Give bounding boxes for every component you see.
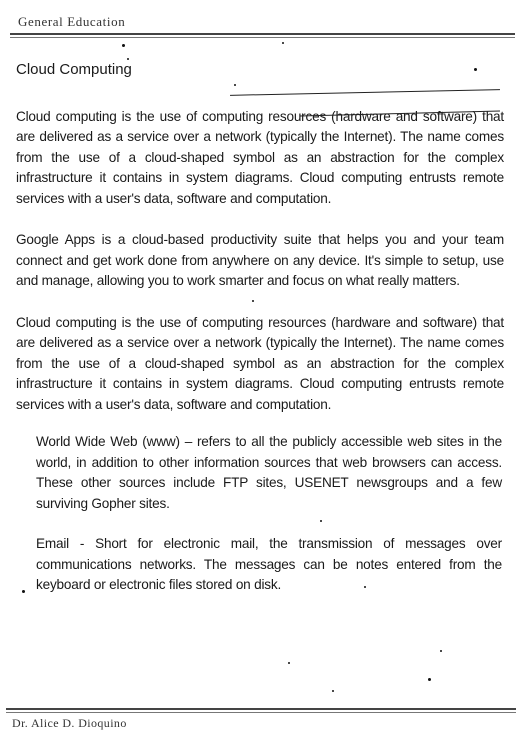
paragraph-google-apps: Google Apps is a cloud-based productivity suite that helps you and your team connect and get work done from anywhere on any device. It's simple to setup, use and manage, allowing you to work smarter and focus on what really matters.: [16, 232, 504, 288]
scan-speck: [320, 520, 322, 522]
scan-speck: [282, 42, 284, 44]
scan-speck: [122, 44, 125, 47]
running-header: General Education: [18, 14, 126, 29]
scan-speck: [252, 300, 254, 302]
scan-speck: [22, 590, 25, 593]
footer-rule: [6, 708, 516, 713]
document-title: Cloud Computing: [16, 61, 132, 78]
paragraph-cloud-computing: Cloud computing is the use of computing resources (hardware and software) that are delivered as a service over a network (typically the Internet). The name comes from the use of a cloud-shaped symbol as an abstraction for the complex infrastructure it contains in system diagrams. Cloud computing entrusts remote services with a user's data, software and computation.: [16, 108, 504, 206]
paragraph-cloud-computing-repeat: Cloud computing is the use of computing resources (hardware and software) that are delivered as a service over a network (typically the Internet). The name comes from the use of a cloud-shaped symbol as an abstraction for the complex infrastructure it contains in system diagrams. Cloud computing entrusts remote services with a user's data, software and computation.: [16, 314, 504, 412]
scan-speck: [288, 662, 290, 664]
running-footer: Dr. Alice D. Dioquino: [12, 716, 127, 730]
scan-speck: [474, 68, 477, 71]
scan-speck: [332, 690, 334, 692]
definition-world-wide-web: World Wide Web (www) – refers to all the publicly accessible web sites in the world, in addition to other information sources that web browsers can access. These other sources include FTP sites, USENET newsgroups and a few surviving Gopher sites.: [36, 434, 502, 511]
scan-speck: [364, 586, 366, 588]
scan-speck: [234, 84, 236, 86]
definition-email: Email - Short for electronic mail, the transmission of messages over communications networks. The messages can be notes entered from the keyboard or electronic files stored on disk.: [36, 536, 502, 592]
page-content: [16, 60, 504, 617]
header-rule: [10, 33, 515, 38]
scan-speck: [428, 678, 431, 681]
scan-speck: [440, 650, 442, 652]
scan-speck: [127, 58, 129, 60]
